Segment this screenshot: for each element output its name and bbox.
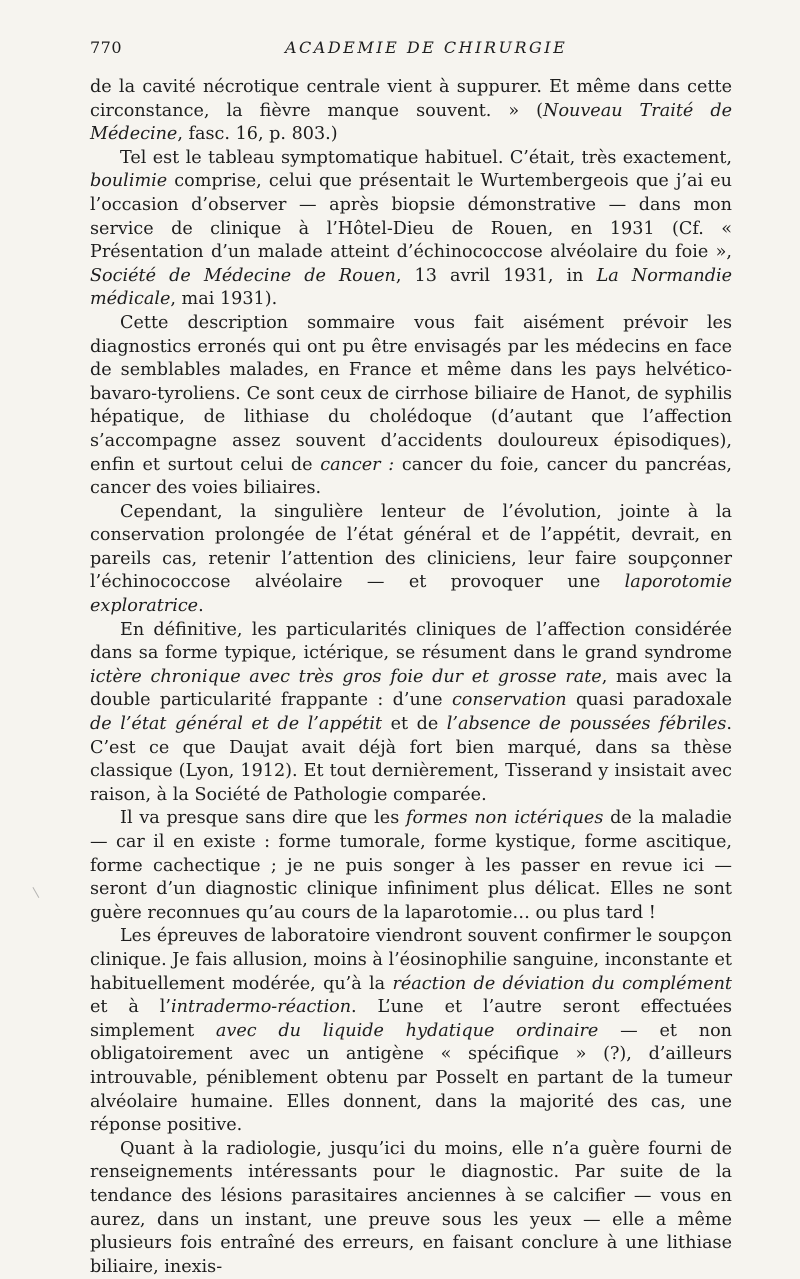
paragraph xyxy=(90,501,732,619)
italic-run: l’absence de poussées fébriles xyxy=(446,714,727,735)
text-run: Cependant, la singulière lenteur de l’évolution, jointe à la conservation prolongée de l’état général et de l’appétit, devrait, en pareils cas, retenir l’attention des cliniciens, leur faire soupçonner l’échinococcose alvéolaire — et provoquer une xyxy=(90,501,732,593)
text-run: . C’est ce que Daujat avait déjà fort bien marqué, dans sa thèse classique (Lyon, 1912). Et tout dernièrement, Tisserand y insistait avec raison, à la Société de Pathologie comparée. xyxy=(90,714,732,805)
italic-run: conservation xyxy=(451,690,567,711)
text-run: et à l’ xyxy=(90,997,172,1018)
italic-run: Nouveau Traité de Médecine xyxy=(90,100,732,145)
paragraph xyxy=(90,312,732,501)
italic-run: Société de Médecine de Rouen xyxy=(90,265,396,286)
text-run: comprise, celui que présentait le Wurtembergeois que j’ai eu l’occasion d’observer — après biopsie démonstrative — dans mon service de clinique à l’Hôtel-Dieu de Rouen, en 1931 (Cf. « Présentation d’un malade atteint d’échinococcose alvéolaire du foie », xyxy=(90,171,732,263)
text-run: , mai 1931). xyxy=(170,289,278,310)
text-run: En définitive, les particularités cliniques de l’affection considérée dans sa forme typique, ictérique, se résument dans le grand syndrome xyxy=(90,619,732,664)
italic-run: intradermo-réaction xyxy=(171,997,352,1018)
italic-run: cancer : xyxy=(320,454,395,475)
text-run: quasi paradoxale xyxy=(566,690,732,711)
text-run: , fasc. 16, p. 803.) xyxy=(177,124,338,145)
text-run: — et non obligatoirement avec un antigène « spécifique » (?), d’ailleurs introuvable, péniblement obtenu par Posselt en partant de la tumeur alvéolaire humaine. Elles donnent, dans la majorité des cas, une réponse positive. xyxy=(90,1020,732,1136)
text-run: cancer du foie, cancer du pancréas, cancer des voies biliaires. xyxy=(90,454,732,499)
page-header xyxy=(90,38,730,62)
text-run: Cette description sommaire vous fait aisément prévoir les diagnostics erronés qui ont pu être envisagés par les médecins en face de semblables malades, en France et même dans les pays helvético-bavaro-tyroliens. Ce sont ceux de cirrhose biliaire de Hanot, de syphilis hépatique, de lithiase du cholédoque (d’autant que l’affection s’accompagne assez souvent d’accidents douloureux épisodiques), enfin et surtout celui de xyxy=(90,312,732,475)
italic-run: réaction de déviation du complément xyxy=(392,973,733,994)
text-run: de la cavité nécrotique centrale vient à suppurer. Et même dans cette circonstance, la fièvre manque souvent. » ( xyxy=(90,77,732,121)
text-run: Les épreuves de laboratoire viendront souvent confirmer le soupçon clinique. Je fais allusion, moins à l’éosinophilie sanguine, inconstante et habituellement modérée, qu’à la xyxy=(90,926,732,994)
italic-run: boulimie xyxy=(90,171,168,192)
text-run: . xyxy=(198,596,204,617)
paragraph xyxy=(90,807,732,925)
text-run: et de xyxy=(382,714,447,735)
italic-run: La Normandie médicale xyxy=(90,265,732,310)
paragraph xyxy=(90,76,732,147)
text-run: de la maladie — car il en existe : forme tumorale, forme kystique, forme ascitique, forme cachectique ; je ne puis songer à les passer en revue ici — seront d’un diagnostic clinique infiniment plus délicat. Elles ne sont guère reconnues qu’au cours de la laparotomie… ou plus tard ! xyxy=(90,808,732,923)
body-text xyxy=(90,76,732,1279)
page-number: 770 xyxy=(90,38,123,57)
text-run: Quant à la radiologie, jusqu’ici du moins, elle n’a guère fourni de renseignements intéressants pour le diagnostic. Par suite de la tendance des lésions parasitaires anciennes à se calcifier — vous en aurez, dans un instant, une preuve sous les yeux — elle a même plusieurs fois entraîné des erreurs, en faisant conclure à une lithiase biliaire, inexis- xyxy=(90,1138,732,1277)
paragraph xyxy=(90,925,732,1137)
paragraph xyxy=(90,147,732,312)
text-run: Tel est le tableau symptomatique habituel. C’était, très exactement, xyxy=(120,147,732,168)
margin-mark xyxy=(32,884,44,898)
text-run: . L’une et l’autre seront effectuées simplement xyxy=(90,997,732,1041)
paragraph xyxy=(90,619,732,808)
running-title: ACADEMIE DE CHIRURGIE xyxy=(285,38,568,57)
italic-run: laporotomie exploratrice xyxy=(90,572,732,617)
paragraph xyxy=(90,1138,732,1279)
italic-run: avec du liquide hydatique ordinaire xyxy=(215,1020,599,1041)
italic-run: de l’état général et de l’appétit xyxy=(90,714,383,735)
italic-run: ictère chronique avec très gros foie dur et grosse rate xyxy=(90,666,602,687)
italic-run: formes non ictériques xyxy=(405,808,604,829)
text-run: , 13 avril 1931, in xyxy=(395,265,597,286)
text-run: , mais avec la double particularité frappante : d’une xyxy=(90,666,732,711)
text-run: Il va presque sans dire que les xyxy=(120,808,406,829)
